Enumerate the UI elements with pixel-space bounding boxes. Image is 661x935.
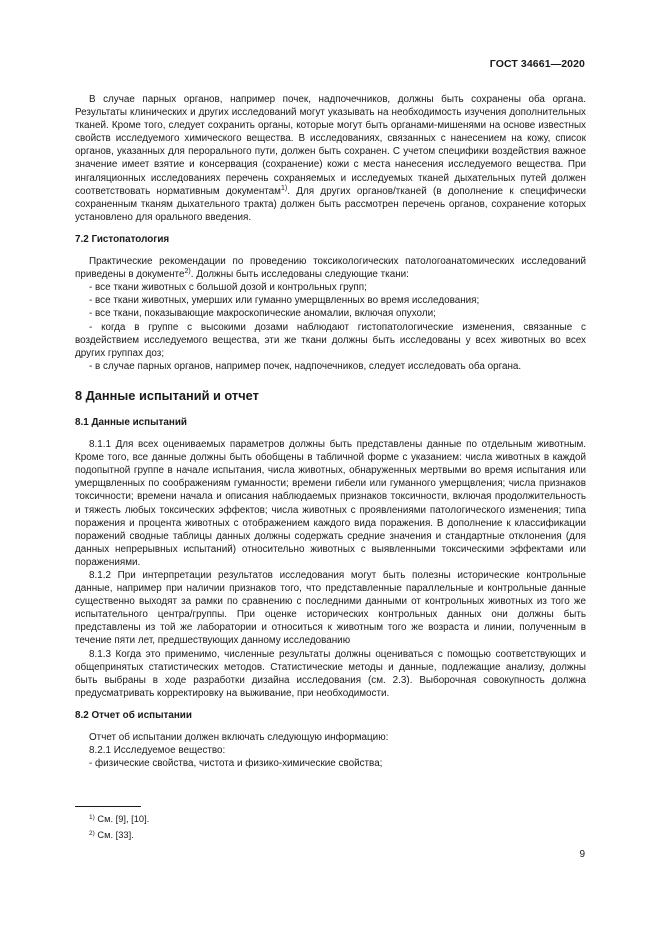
list-item: - все ткани животных, умерших или гуманно умерщвленных во время исследования; bbox=[89, 295, 480, 307]
list-item: - физические свойства, чистота и физико-химические свойства; bbox=[89, 758, 383, 770]
page-body bbox=[75, 93, 586, 770]
paragraph-8-1-2: 8.1.2 При интерпретации результатов исследования могут быть полезны исторические контрольные данные, например при наличии признаков того, что представленные параллельные и контрольные данные существенно выходят за рамки по сравнению с последними данными от контрольных животных из того же испытательного центра/группы. При оценке исторических контрольных данных они должны быть представлены из той же лаборатории и относиться к животным того же возраста и линии, полученным в течение пяти лет, предшествующих данному исследованию bbox=[75, 570, 586, 647]
list-item: - все ткани животных с большой дозой и контрольных групп; bbox=[89, 282, 367, 294]
paragraph-histopathology: Практические рекомендации по проведению токсикологических патологоанатомических исследований приведены в документе$^{2)}$. Должны быть исследованы следующие ткани: bbox=[75, 256, 586, 281]
footnote-divider bbox=[75, 806, 141, 807]
standard-designation: ГОСТ 34661—2020 bbox=[489, 58, 585, 70]
paragraph-8-2: Отчет об испытании должен включать следующую информацию: bbox=[89, 732, 389, 744]
paragraph-8-1-1: 8.1.1 Для всех оцениваемых параметров должны быть представлены данные по отдельным животным. Кроме того, все данные должны быть обобщены в табличной форме с указанием: числа животных в каждой подопытной группе в начале испытания, числа животных, обнаруженных мертвыми во время испытания или умерщвленных по соображениям гуманности; времени гибели или гуманного умерщвления; числа признаков токсичности; времени начала и описания наблюдаемых признаков токсичности, включая продолжительность и тяжесть любых токсических эффектов; числа животных с проявлениями патологического изменения; типа поражения и процента животных с отображением каждого вида поражения. В дополнение к классификации поражений сводные таблицы данных должны содержать средние значения и стандартные отклонения (для данных непрерывных испытаний) относительно животных с выявленными токсическими эффектами или поражениями. bbox=[75, 439, 586, 568]
footnote-2: $^{2)}$ См. [33]. bbox=[89, 830, 134, 840]
list-item: - в случае парных органов, например почек, надпочечников, следует исследовать оба органа. bbox=[89, 360, 522, 372]
paragraph-organs: В случае парных органов, например почек, надпочечников, должны быть сохранены оба органа. Результаты клинических и других исследований могут указывать на необходимость изучения дополнительных тканей. Кроме того, следует сохранить органы, которые могут быть органами-мишенями на основе известных свойств исследуемого химического вещества. В исследованиях, связанных с нанесением на кожу, список органов, указанных для перорального пути, должен быть сохранен. С учетом специфики воздействия важное значение имеет взятие и консервация (сохранение) кожи с места нанесения исследуемого вещества. При ингаляционных исследованиях перечень сохраняемых и исследуемых тканей дыхательных путей должен соответствовать нормативным документам$^{1)}$. Для других органов/тканей (в дополнение к специфически сохраненным тканям дыхательного тракта) должен быть рассмотрен перечень органов, сохранение которых установлено для орального введения. bbox=[75, 94, 586, 223]
heading-8-2: 8.2 Отчет об испытании bbox=[75, 709, 192, 721]
heading-8: 8 Данные испытаний и отчет bbox=[75, 387, 259, 403]
paragraph-8-1-3: 8.1.3 Когда это применимо, численные результаты должны оцениваться с помощью соответствующих и общепринятых статистических методов. Статистические методы и данные, подлежащие анализу, должны быть выбраны в ходе разработки дизайна исследования (см. 2.3). Выборочная совокупность должна предусматривать корректировку на выживание, при необходимости. bbox=[75, 648, 586, 699]
footnote-ref-1: 1) bbox=[280, 184, 288, 192]
footnote-1: $^{1)}$ См. [9], [10]. bbox=[89, 814, 150, 824]
paragraph-8-2-1: 8.2.1 Исследуемое вещество: bbox=[89, 745, 226, 757]
list-item: - когда в группе с высокими дозами наблюдают гистопатологические изменения, связанные с воздействием исследуемого вещества, эти же ткани должны быть исследованы у всех животных во всех других группах доз; bbox=[75, 321, 586, 359]
heading-7-2: 7.2 Гистопатология bbox=[75, 233, 170, 245]
heading-8-1: 8.1 Данные испытаний bbox=[75, 416, 187, 428]
page-number: 9 bbox=[579, 849, 585, 860]
list-item: - все ткани, показывающие макроскопические аномалии, включая опухоли; bbox=[89, 308, 436, 320]
footnote-ref-2: 2) bbox=[184, 268, 191, 276]
